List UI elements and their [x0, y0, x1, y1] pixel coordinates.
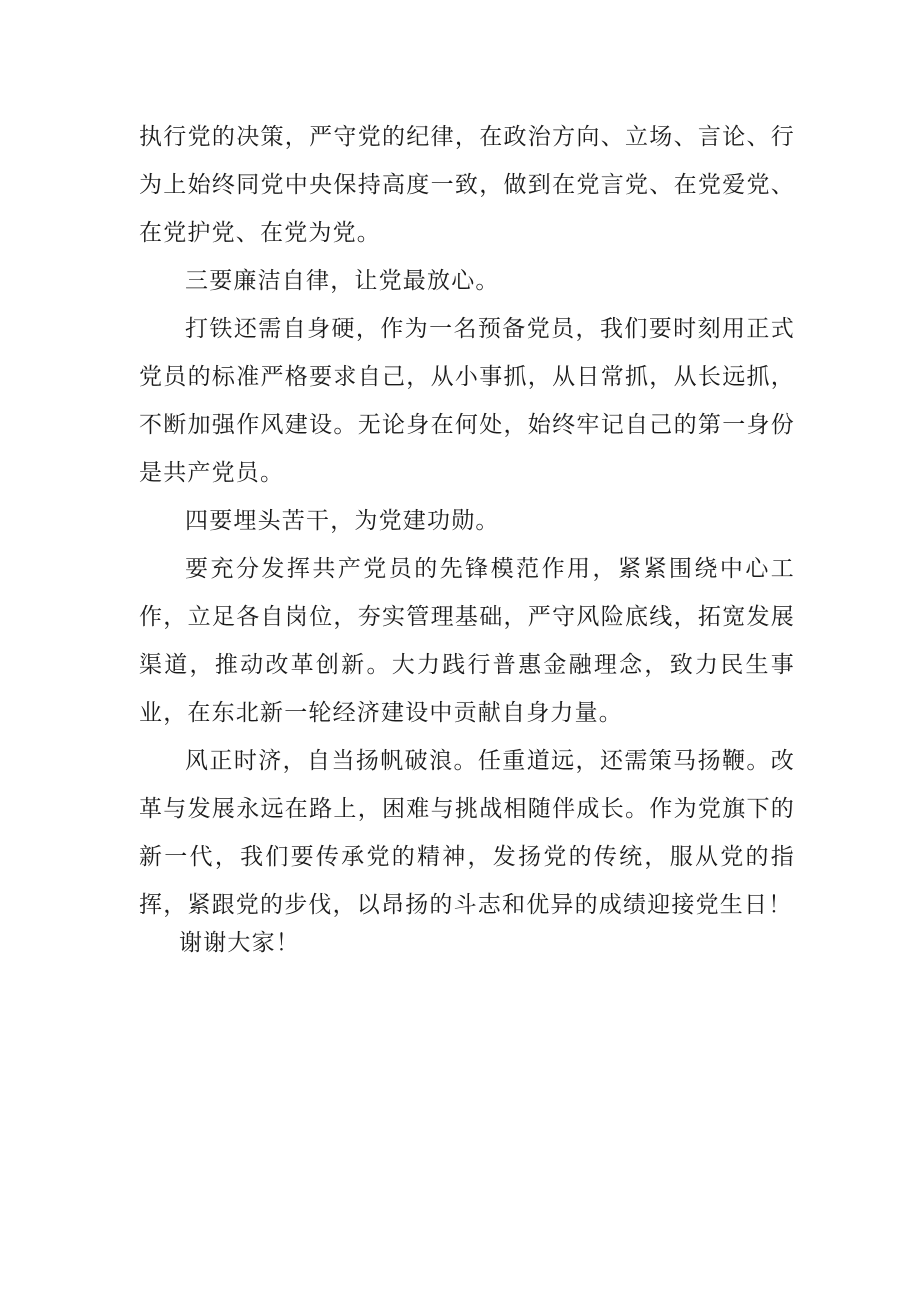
section-heading-four: 四要埋头苦干，为党建功勋。: [185, 508, 500, 534]
paragraph-self-discipline: 打铁还需自身硬，作为一名预备党员，我们要时刻用正式党员的标准严格要求自己，从小事抓，从日常抓，从长远抓，不断加强作风建设。无论身在何处，始终牢记自己的第一身份是共产党员。: [139, 316, 795, 486]
section-heading-three: 三要廉洁自律，让党最放心。: [185, 268, 500, 294]
paragraph-hard-work: 要充分发挥共产党员的先锋模范作用，紧紧围绕中心工作，立足各自岗位，夯实管理基础，严守风险底线，拓宽发展渠道，推动改革创新。大力践行普惠金融理念，致力民生事业，在东北新一轮经济建设中贡献自身力量。: [139, 556, 795, 726]
paragraph-conclusion: 风正时济，自当扬帆破浪。任重道远，还需策马扬鞭。改革与发展永远在路上，困难与挑战相随伴成长。作为党旗下的新一代，我们要传承党的精神，发扬党的传统，服从党的指挥，紧跟党的步伐，以昂扬的斗志和优异的成绩迎接党生日！: [139, 748, 795, 918]
closing-thanks: 谢谢大家！: [179, 930, 300, 956]
document-body: [139, 113, 795, 963]
paragraph-continuation: 执行党的决策，严守党的纪律，在政治方向、立场、言论、行为上始终同党中央保持高度一致，做到在党言党、在党爱党、在党护党、在党为党。: [139, 124, 795, 246]
